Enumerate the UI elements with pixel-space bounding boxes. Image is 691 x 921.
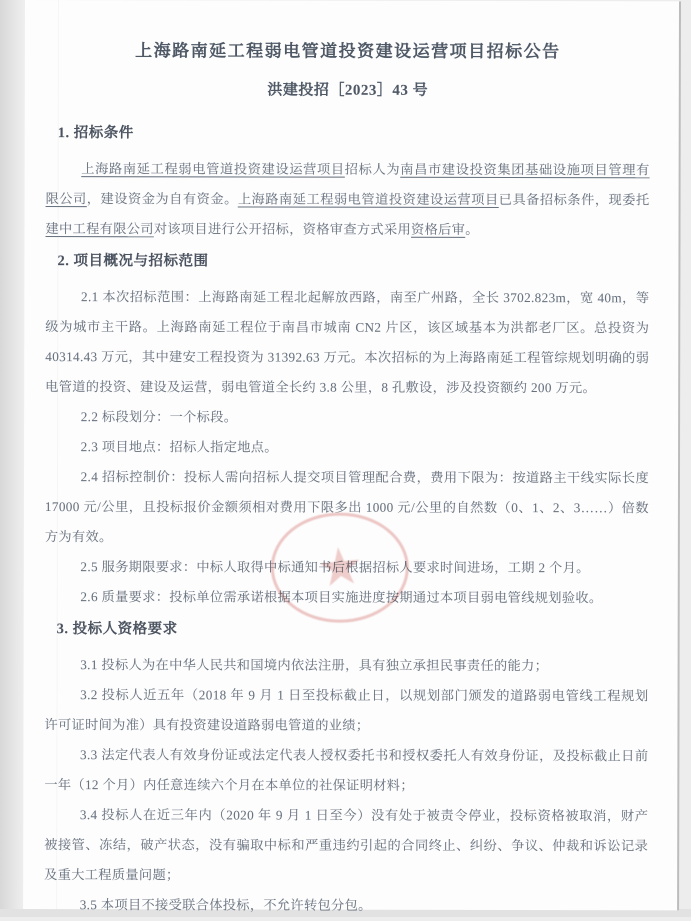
paragraph: [44, 740, 648, 801]
section-paragraphs: [45, 282, 650, 613]
text-segment: 2.6 质量要求：投标单位需承诺根据本项目实施进度按期通过本项目弱电管线规划验收。: [80, 589, 603, 606]
text-segment: 3.5 本项目不接受联合体投标，不允许转包分包。: [79, 897, 372, 913]
document-section: [45, 122, 649, 245]
document-section: [45, 250, 650, 613]
text-segment: 3.4 投标人在近三年内（2020 年 9 月 1 日至今）没有处于被责令停业，投标资格被取消，财产被接管、冻结，破产状态，没有骗取中标和严重违约引起的合同终止、纠纷、争议、仲裁和诉讼记录及重大工程质量问题；: [44, 807, 649, 883]
document-sections: [44, 122, 650, 921]
document-section: [44, 618, 649, 921]
paragraph: [45, 650, 649, 681]
section-heading-2: 2. 项目概况与招标范围: [57, 253, 209, 270]
text-segment: 2.4 招标控制价：投标人需向招标人提交项目管理配合费，费用下限为：按道路主干线实际长度 17000 元/公里，且投标报价金额须相对费用下限多出 1000 元/公里的自然数（0、1、2、3……）倍数方为有效。: [44, 469, 650, 545]
paragraph: [45, 552, 649, 583]
scan-left-edge: [0, 0, 25, 917]
text-segment: 3.1 投标人为在中华人民共和国境内依法注册，具有独立承担民事责任的能力；: [80, 657, 549, 674]
paragraph: [44, 890, 648, 921]
text-segment: ，建设资金为自有资金。: [86, 191, 238, 207]
text-segment: 3.3 法定代表人有效身份证或法定代表人授权委托书和授权委托人有效身份证，及投标截止日前一年（12 个月）内任意连续六个月在本单位的社保证明材料；: [44, 747, 649, 793]
paragraph: [45, 402, 649, 433]
underlined-text: 上海路南延工程弱电管道投资建设运营项目: [237, 191, 499, 207]
section-paragraphs: [44, 650, 649, 921]
paragraph: [44, 680, 648, 741]
paragraph: [45, 282, 649, 403]
text-segment: 2.1 本次招标范围：上海路南延工程北起解放西路，南至广州路，全长 3702.823m，宽 40m，等级为城市主干路。上海路南延工程位于南昌市城南 CN2 片区，该区域基本为洪都老厂区。总投资为 40314.43 万元，其中建安工程投资为 31392.63 万元。本次招标的为上海路南延工程管综规划明确的弱电管道的投资、建设及运营，弱电管道全长约 3.8 公里，8 孔敷设，涉及投资额约 200 万元。: [45, 289, 650, 396]
section-heading-3: 3. 投标人资格要求: [56, 621, 178, 638]
text-segment: 2.2 标段划分：一个标段。: [80, 409, 238, 425]
document-title: 上海路南延工程弱电管道投资建设运营项目招标公告: [135, 41, 561, 62]
underlined-text: 上海路南延工程弱电管道投资建设运营项目: [81, 161, 345, 177]
underlined-text: 资格后审: [411, 221, 466, 237]
text-segment: 2.5 服务期限要求：中标人取得中标通知书后根据招标人要求时间进场，工期 2 个月。: [80, 559, 590, 576]
paragraph: [45, 154, 649, 245]
text-segment: 2.3 项目地点：招标人指定地点。: [80, 439, 278, 455]
document-number: 洪建投招［2023］43 号: [267, 82, 429, 99]
text-segment: 招标人为: [344, 161, 401, 177]
text-segment: 3.2 投标人近五年（2018 年 9 月 1 日至投标截止日，以规划部门颁发的道路弱电管线工程规划许可证时间为准）具有投资建设道路弱电管道的业绩；: [44, 687, 649, 733]
section-heading-1: 1. 招标条件: [57, 125, 134, 142]
underlined-text: 建中工程有限公司: [45, 221, 154, 237]
paragraph: [45, 432, 649, 463]
document-content: [44, 0, 650, 921]
paragraph: [45, 462, 649, 553]
section-paragraphs: [45, 154, 649, 245]
seal-star-icon: ★: [313, 535, 367, 600]
scanned-page: [23, 0, 681, 913]
text-segment: 。: [465, 221, 479, 237]
underlined-text: 南昌市建设投资集团基础设施项目管理有限公司: [45, 161, 650, 207]
paragraph: [45, 582, 649, 613]
paragraph: [44, 800, 648, 891]
text-segment: 对该项目进行公开招标，资格审查方式采用: [153, 221, 412, 237]
text-segment: 已具备招标条件，现委托: [498, 191, 650, 208]
